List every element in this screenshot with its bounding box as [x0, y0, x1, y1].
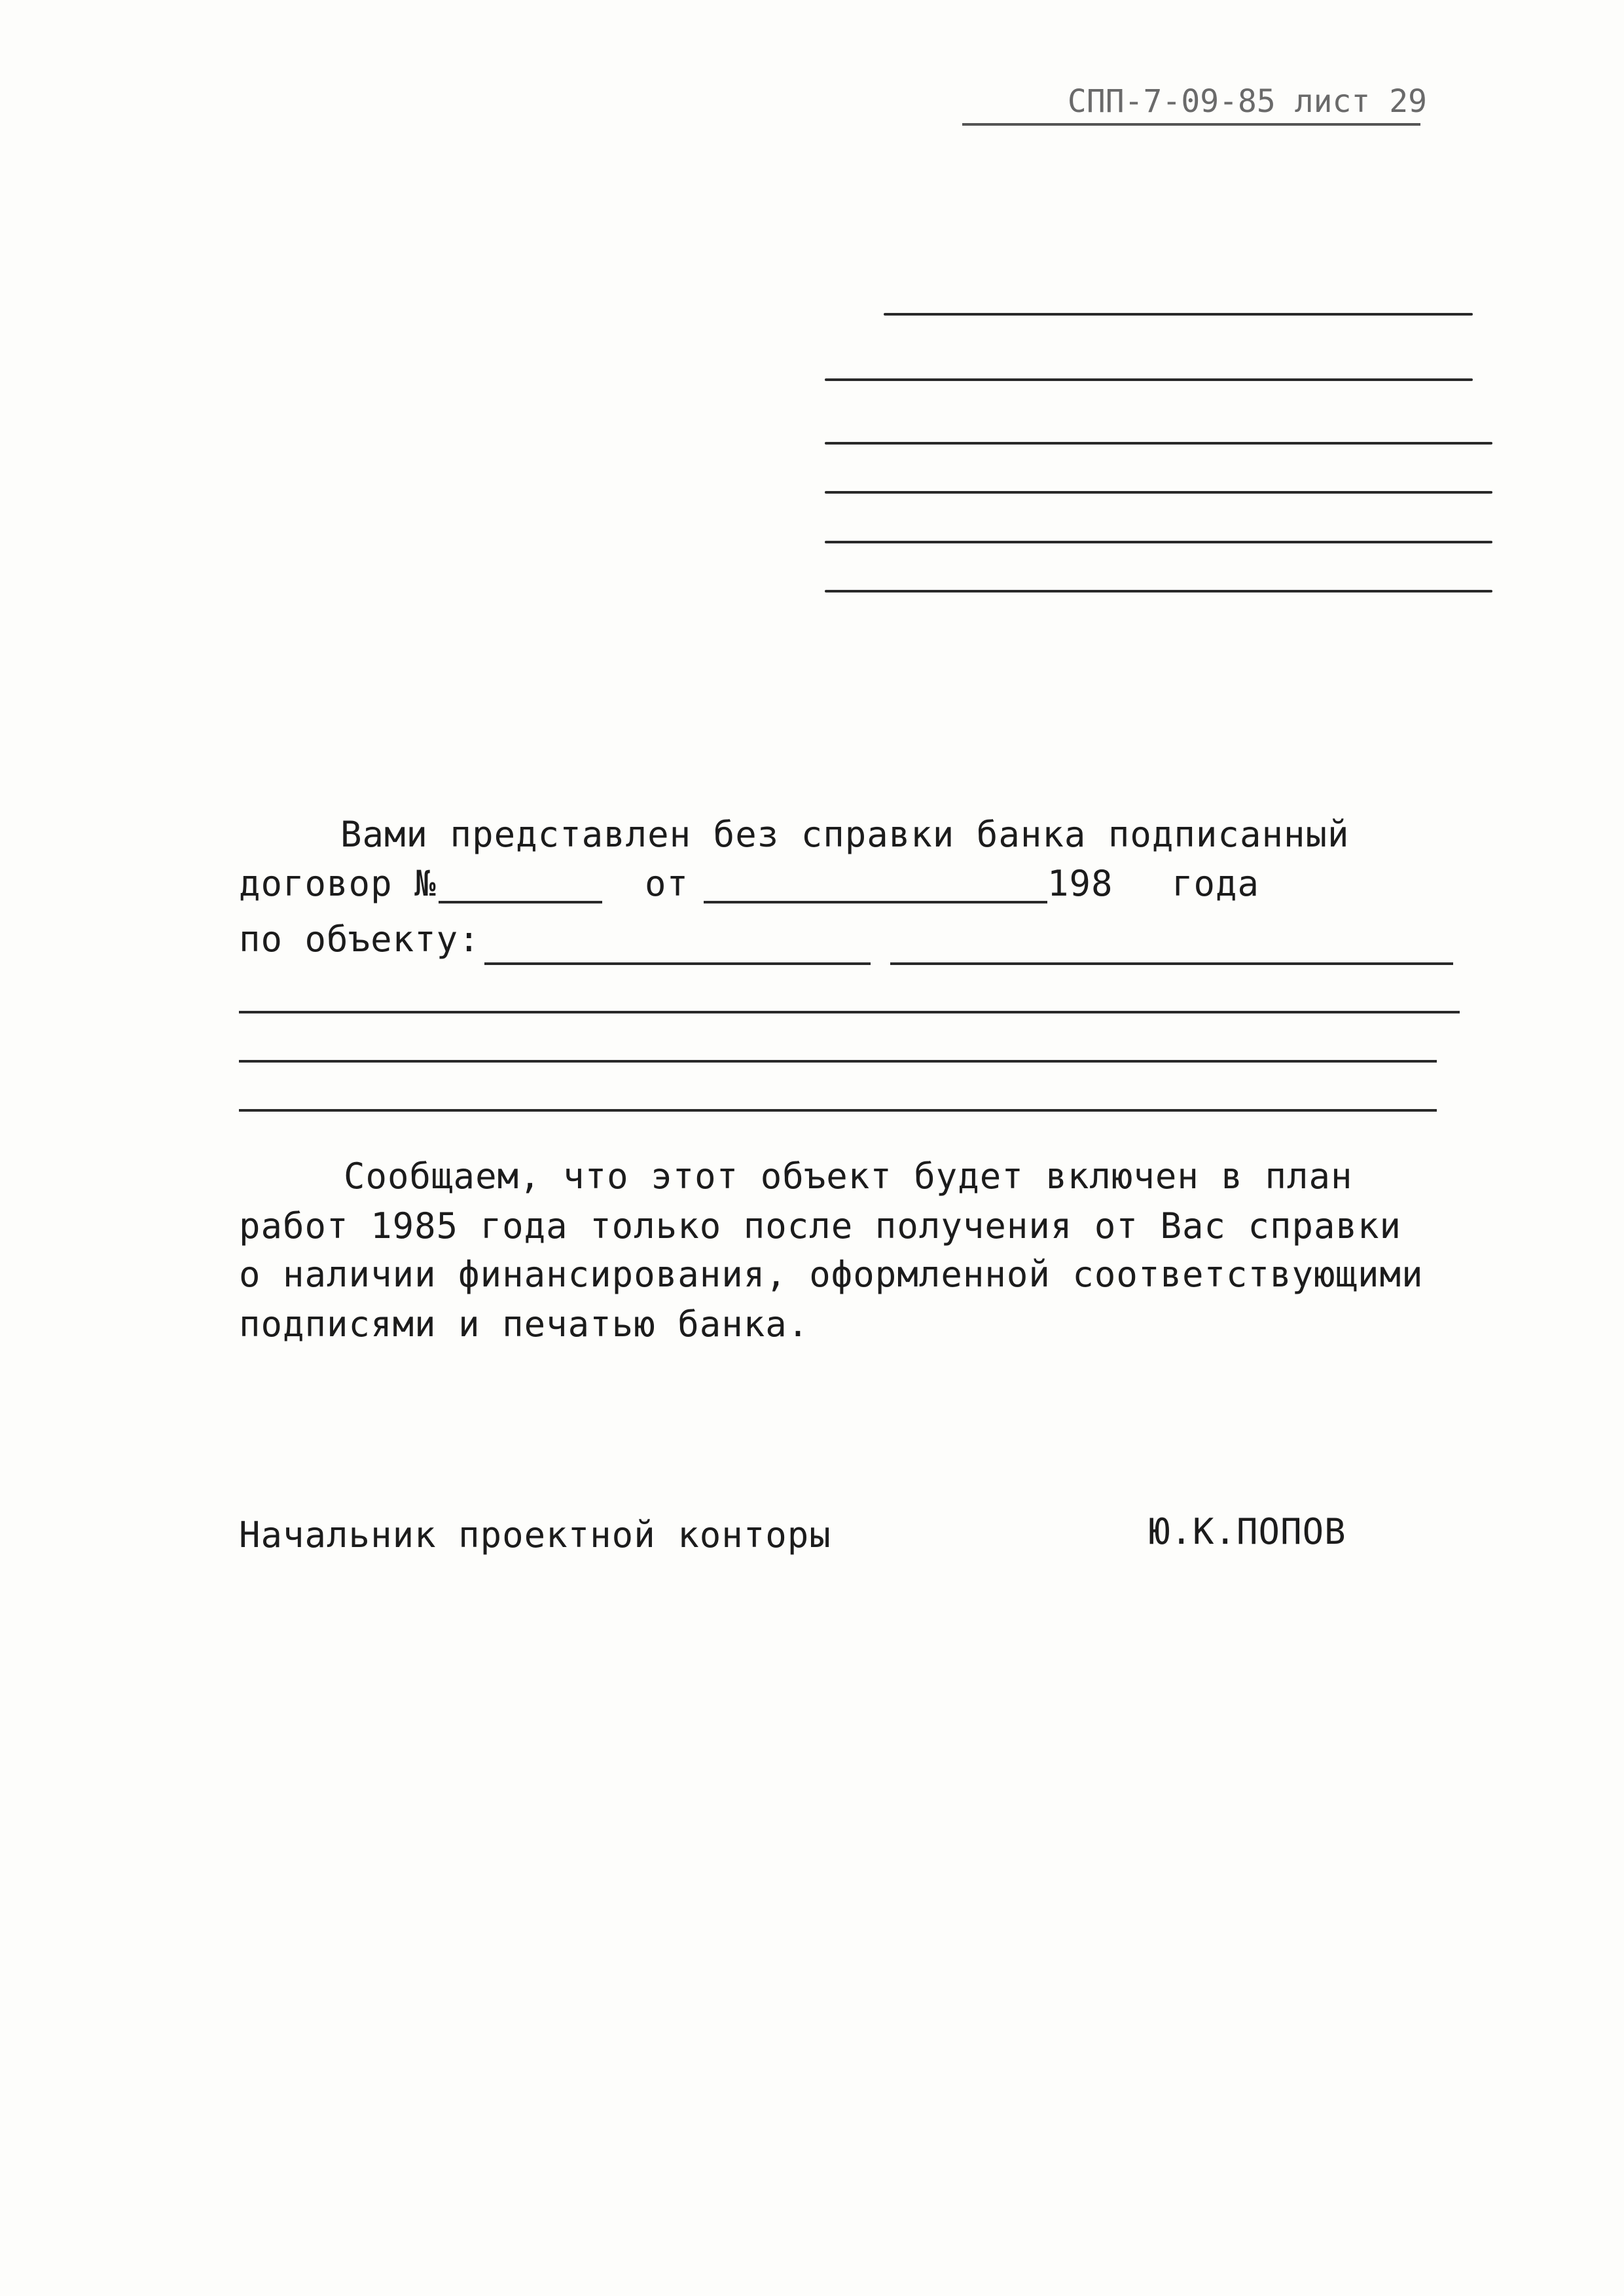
paragraph-notice-line-2: работ 1985 года только после получения от Вас справки	[239, 1205, 1402, 1247]
paragraph-notice-line-1: Сообщаем, что этот объект будет включен в план	[344, 1156, 1353, 1197]
signatory-name: Ю.К.ПОПОВ	[1149, 1511, 1346, 1552]
document-code-underline	[962, 123, 1420, 126]
paragraph-notice-line-4: подписями и печатью банка.	[239, 1303, 810, 1345]
addressee-line-3	[825, 442, 1492, 445]
contract-year-prefix: 198	[1047, 863, 1113, 904]
object-blank-3	[239, 1060, 1437, 1063]
object-blank-1b	[890, 962, 1453, 965]
paragraph-notice-line-3: о наличии финансирования, оформленной соответствующими	[239, 1254, 1424, 1295]
addressee-line-4	[825, 491, 1492, 494]
contract-number-blank	[439, 901, 602, 903]
object-blank-4	[239, 1109, 1437, 1112]
paragraph-contract-line-1: Вами представлен без справки банка подписанный	[340, 814, 1350, 855]
object-label: по объекту:	[239, 919, 480, 960]
addressee-line-2	[825, 378, 1473, 381]
signatory-title: Начальник проектной конторы	[239, 1514, 831, 1556]
object-blank-1a	[484, 962, 871, 965]
object-blank-2	[239, 1011, 1460, 1013]
contract-date-label: от	[645, 863, 689, 904]
contract-number-label: договор №	[239, 863, 437, 904]
contract-year-suffix: года	[1172, 863, 1260, 904]
addressee-line-1	[884, 313, 1473, 316]
addressee-line-5	[825, 541, 1492, 543]
document-code: СПП-7-09-85 лист 29	[1067, 83, 1427, 120]
addressee-line-6	[825, 590, 1492, 592]
contract-date-blank	[704, 901, 1047, 903]
